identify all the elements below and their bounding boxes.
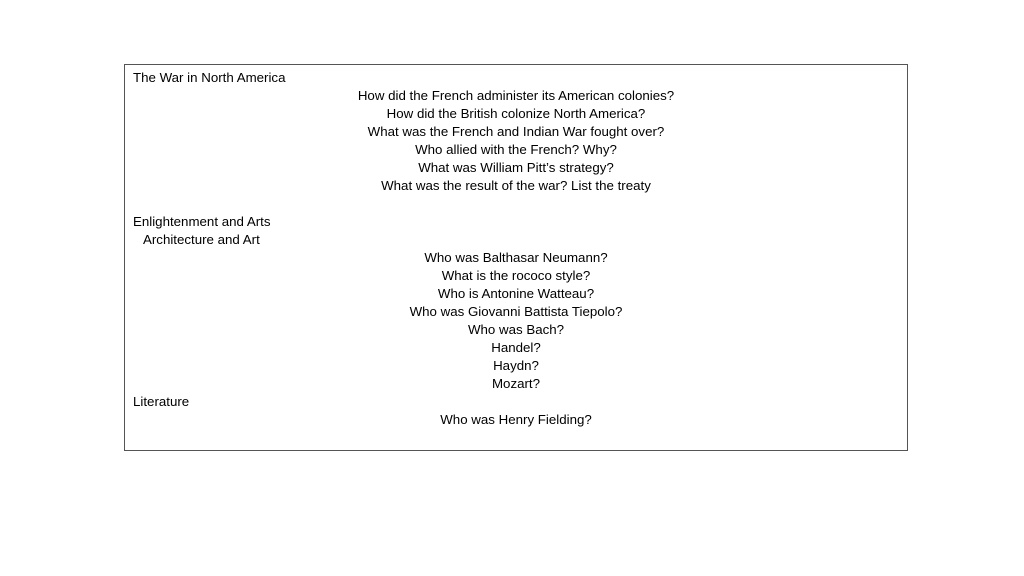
question-item: Who was Henry Fielding? — [440, 412, 592, 427]
question-item: Who was Giovanni Battista Tiepolo? — [409, 304, 623, 319]
question-item: What was William Pitt’s strategy? — [418, 160, 614, 175]
subheading-architecture: Architecture and Art — [143, 232, 260, 247]
question-item: Haydn? — [493, 358, 539, 373]
question-item: How did the French administer its American colonies? — [357, 88, 675, 103]
question-item: How did the British colonize North America? — [386, 106, 646, 121]
question-item: Who was Balthasar Neumann? — [424, 250, 608, 265]
question-item: Who is Antonine Watteau? — [437, 286, 595, 301]
section-heading-literature: Literature — [133, 394, 190, 409]
section-heading-war: The War in North America — [133, 70, 286, 85]
spacer — [133, 195, 899, 213]
question-item: Who was Bach? — [467, 322, 565, 337]
question-item: Handel? — [491, 340, 541, 355]
question-item: Mozart? — [491, 376, 541, 391]
question-item: What was the French and Indian War fought over? — [367, 124, 665, 139]
question-item: Who allied with the French? Why? — [415, 142, 617, 157]
outline-content — [133, 69, 899, 429]
section-heading-enlightenment: Enlightenment and Arts — [133, 214, 271, 229]
question-item: What was the result of the war? List the treaty — [381, 178, 651, 193]
question-item: What is the rococo style? — [441, 268, 591, 283]
slide-text-box — [124, 64, 908, 451]
